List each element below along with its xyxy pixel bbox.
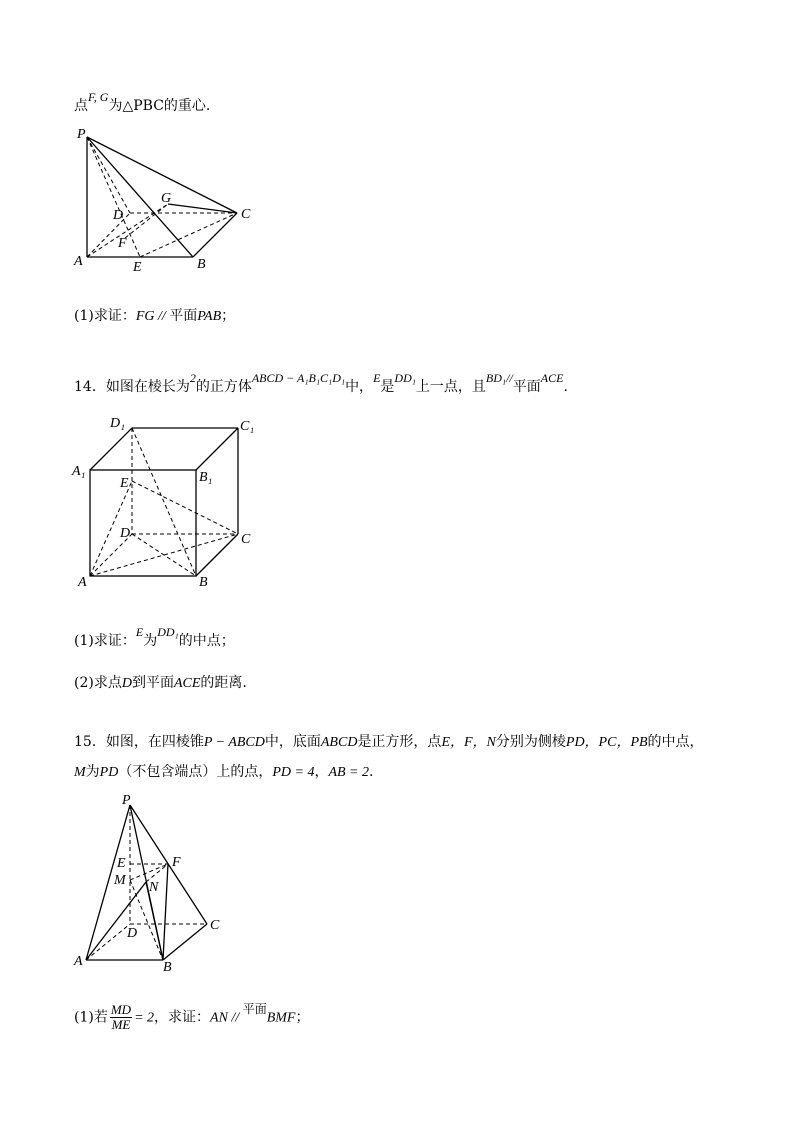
text: ， — [314, 764, 329, 780]
label-F: F — [172, 855, 181, 870]
text: 的中点， — [647, 734, 704, 750]
text: 上一点，且 — [415, 379, 486, 395]
label-B: B — [199, 575, 208, 590]
math-efn: E，F，N — [441, 735, 496, 750]
text: 是正方形，点 — [357, 734, 442, 750]
text: 14．如图在棱长为 — [74, 379, 190, 395]
text: 中，底面 — [264, 734, 321, 750]
text: 到平面 — [131, 675, 174, 691]
text: . — [369, 764, 374, 780]
label-C: C — [210, 918, 220, 933]
math-d: D — [121, 676, 132, 691]
math-ab-eq: AB = 2 — [328, 765, 370, 780]
label-D1: D₁ — [110, 416, 125, 431]
label-D: D — [113, 208, 124, 223]
text: ，求证： — [154, 1009, 211, 1026]
fraction-numerator: MD — [110, 1002, 132, 1017]
math-pd-eq: PD = 4 — [272, 765, 315, 780]
text: (1)求证： — [74, 633, 136, 649]
math-e: E — [373, 371, 381, 385]
math-dd1: DD₁ — [157, 625, 179, 639]
fraction-denominator: ME — [111, 1017, 131, 1032]
label-C1: C₁ — [240, 419, 255, 434]
math-bd1: BD₁ — [485, 371, 507, 385]
math-bmf: BMF — [266, 1010, 296, 1026]
label-P: P — [122, 793, 131, 808]
math-an: AN — [210, 1010, 228, 1026]
label-B: B — [197, 257, 206, 272]
text: (2)求点 — [74, 675, 122, 691]
label-F: F — [118, 236, 127, 251]
math-abcd: ABCD — [320, 735, 358, 750]
text: 为 — [143, 633, 158, 649]
math-parallel: // — [227, 1010, 243, 1026]
label-B: B — [163, 960, 172, 975]
text: 的重心. — [163, 98, 211, 114]
text: 平面 — [512, 379, 541, 395]
math-fg: FG — [135, 309, 155, 324]
label-D: D — [120, 526, 131, 541]
text: 是 — [380, 379, 395, 395]
math-parallel: // — [506, 371, 513, 385]
text: ； — [221, 308, 236, 324]
text: ； — [295, 1009, 310, 1026]
math-eq: = 2 — [134, 1010, 155, 1026]
math-pabcd: P − ABCD — [203, 735, 265, 750]
label-A: A — [74, 254, 83, 269]
p15-question-1 — [74, 1003, 309, 1033]
math-dd1: DD₁ — [394, 371, 416, 385]
math-pab: PAB — [197, 309, 222, 324]
text: . — [563, 379, 568, 395]
math-cube-name: ABCD − A₁B₁C₁D₁ — [251, 371, 346, 385]
text: (1)若 — [74, 1009, 108, 1026]
math-ace: ACE — [540, 371, 564, 385]
math-parallel: // — [154, 309, 170, 324]
math-m: M — [74, 765, 86, 780]
label-P: P — [77, 127, 86, 142]
label-D: D — [127, 926, 138, 941]
label-E: E — [117, 856, 126, 871]
label-G: G — [161, 191, 172, 206]
label-A1: A₁ — [72, 464, 86, 479]
label-C: C — [241, 207, 251, 222]
math-ace: ACE — [173, 676, 201, 691]
math-triangle: △PBC — [122, 98, 164, 114]
math-fg: F, G — [88, 90, 109, 104]
text: 15．如图，在四棱锥 — [74, 734, 204, 750]
math-two: 2 — [189, 371, 196, 385]
label-C: C — [241, 532, 251, 547]
label-B1: B₁ — [199, 470, 213, 485]
label-A: A — [78, 575, 87, 590]
math-edges: PD，PC，PB — [565, 735, 648, 750]
text: 中， — [345, 379, 374, 395]
label-E: E — [133, 260, 142, 275]
text: 分别为侧棱 — [495, 734, 566, 750]
text: 的中点； — [178, 633, 235, 649]
text: 的距离. — [200, 675, 247, 691]
text: 平面 — [242, 1001, 267, 1016]
text: 为 — [108, 98, 123, 114]
text: 点 — [74, 98, 88, 114]
math-e: E — [135, 625, 144, 639]
math-pd: PD — [99, 765, 119, 780]
text: 为 — [85, 764, 100, 780]
text: （不包含端点）上的点， — [118, 764, 273, 780]
fraction-md-me — [110, 1003, 132, 1032]
text: 的正方体 — [195, 379, 252, 395]
label-M: M — [114, 873, 126, 888]
label-N: N — [149, 880, 159, 895]
text: 平面 — [169, 308, 198, 324]
label-A: A — [74, 954, 83, 969]
label-E: E — [120, 476, 129, 491]
text: (1)求证： — [74, 308, 136, 324]
